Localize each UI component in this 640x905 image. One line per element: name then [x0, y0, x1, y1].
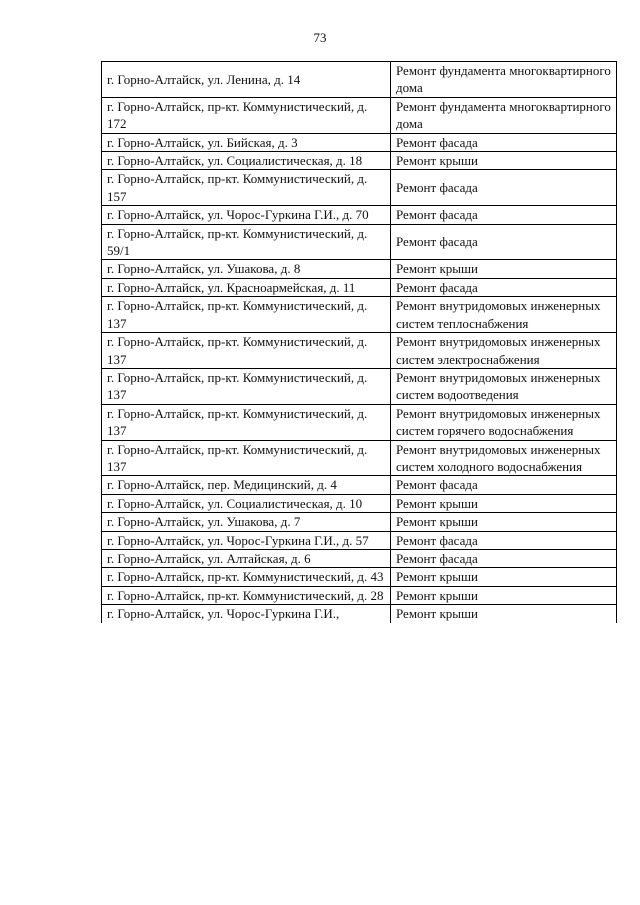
work-type-cell: Ремонт внутридомовых инженерных систем горячего водоснабжения: [391, 404, 617, 440]
address-cell: г. Горно-Алтайск, пр-кт. Коммунистический, д. 157: [102, 170, 391, 206]
address-cell: г. Горно-Алтайск, ул. Чорос-Гуркина Г.И., д. 57: [102, 531, 391, 549]
work-type-cell: Ремонт внутридомовых инженерных систем холодного водоснабжения: [391, 440, 617, 476]
works-table-body: [102, 62, 617, 623]
address-cell: г. Горно-Алтайск, пр-кт. Коммунистический, д. 43: [102, 568, 391, 586]
table-row: [102, 404, 617, 440]
work-type-cell: Ремонт крыши: [391, 586, 617, 604]
table-row: [102, 586, 617, 604]
table-row: [102, 224, 617, 260]
work-type-cell: Ремонт крыши: [391, 568, 617, 586]
address-cell: г. Горно-Алтайск, пр-кт. Коммунистический, д. 172: [102, 97, 391, 133]
work-type-cell: Ремонт фасада: [391, 133, 617, 151]
table-row: [102, 605, 617, 623]
table-row: [102, 513, 617, 531]
page-number: 73: [313, 30, 327, 45]
work-type-cell: Ремонт фундамента многоквартирного дома: [391, 62, 617, 98]
work-type-cell: Ремонт фасада: [391, 170, 617, 206]
table-row: [102, 549, 617, 567]
address-cell: г. Горно-Алтайск, пр-кт. Коммунистический, д. 28: [102, 586, 391, 604]
table-row: [102, 97, 617, 133]
work-type-cell: Ремонт крыши: [391, 513, 617, 531]
works-table: [101, 61, 617, 623]
address-cell: г. Горно-Алтайск, пр-кт. Коммунистический, д. 137: [102, 404, 391, 440]
work-type-cell: Ремонт фасада: [391, 224, 617, 260]
table-row: [102, 278, 617, 296]
work-type-cell: Ремонт крыши: [391, 494, 617, 512]
work-type-cell: Ремонт фасада: [391, 531, 617, 549]
work-type-cell: Ремонт крыши: [391, 605, 617, 623]
address-cell: г. Горно-Алтайск, ул. Ленина, д. 14: [102, 62, 391, 98]
address-cell: г. Горно-Алтайск, ул. Алтайская, д. 6: [102, 549, 391, 567]
address-cell: г. Горно-Алтайск, ул. Социалистическая, д. 18: [102, 152, 391, 170]
address-cell: г. Горно-Алтайск, пр-кт. Коммунистический, д. 59/1: [102, 224, 391, 260]
table-row: [102, 568, 617, 586]
table-row: [102, 260, 617, 278]
table-row: [102, 297, 617, 333]
table-row: [102, 170, 617, 206]
table-row: [102, 333, 617, 369]
table-row: [102, 531, 617, 549]
address-cell: г. Горно-Алтайск, пр-кт. Коммунистический, д. 137: [102, 297, 391, 333]
address-cell: г. Горно-Алтайск, пр-кт. Коммунистический, д. 137: [102, 368, 391, 404]
table-row: [102, 368, 617, 404]
table-row: [102, 206, 617, 224]
table-row: [102, 62, 617, 98]
table-row: [102, 152, 617, 170]
work-type-cell: Ремонт крыши: [391, 152, 617, 170]
table-row: [102, 440, 617, 476]
work-type-cell: Ремонт фасада: [391, 278, 617, 296]
address-cell: г. Горно-Алтайск, ул. Ушакова, д. 7: [102, 513, 391, 531]
address-cell: г. Горно-Алтайск, ул. Чорос-Гуркина Г.И., д. 70: [102, 206, 391, 224]
address-cell: г. Горно-Алтайск, ул. Бийская, д. 3: [102, 133, 391, 151]
work-type-cell: Ремонт внутридомовых инженерных систем водоотведения: [391, 368, 617, 404]
address-cell: г. Горно-Алтайск, пр-кт. Коммунистический, д. 137: [102, 333, 391, 369]
address-cell: г. Горно-Алтайск, ул. Социалистическая, д. 10: [102, 494, 391, 512]
table-row: [102, 494, 617, 512]
address-cell: г. Горно-Алтайск, ул. Ушакова, д. 8: [102, 260, 391, 278]
work-type-cell: Ремонт фасада: [391, 549, 617, 567]
work-type-cell: Ремонт фундамента многоквартирного дома: [391, 97, 617, 133]
work-type-cell: Ремонт внутридомовых инженерных систем электроснабжения: [391, 333, 617, 369]
address-cell: г. Горно-Алтайск, пр-кт. Коммунистический, д. 137: [102, 440, 391, 476]
address-cell: г. Горно-Алтайск, ул. Чорос-Гуркина Г.И.,: [102, 605, 391, 623]
address-cell: г. Горно-Алтайск, ул. Красноармейская, д. 11: [102, 278, 391, 296]
work-type-cell: Ремонт фасада: [391, 206, 617, 224]
table-row: [102, 476, 617, 494]
table-row: [102, 133, 617, 151]
work-type-cell: Ремонт внутридомовых инженерных систем теплоснабжения: [391, 297, 617, 333]
work-type-cell: Ремонт крыши: [391, 260, 617, 278]
work-type-cell: Ремонт фасада: [391, 476, 617, 494]
address-cell: г. Горно-Алтайск, пер. Медицинский, д. 4: [102, 476, 391, 494]
